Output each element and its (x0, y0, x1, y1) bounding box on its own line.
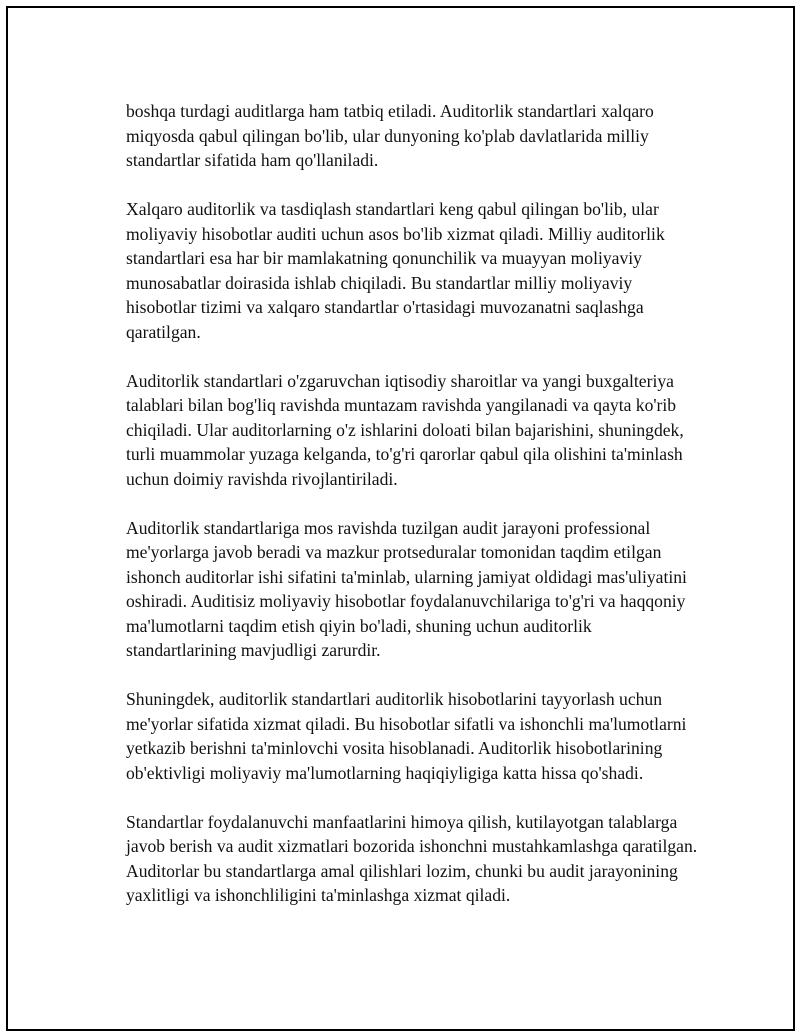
paragraph: boshqa turdagi auditlarga ham tatbiq etiladi. Auditorlik standartlari xalqaro miqyosda qabul qilingan bo'lib, ular dunyoning ko'plab davlatlarida milliy standartlar sifatida ham qo'llaniladi. (126, 101, 654, 170)
paragraph: Shuningdek, auditorlik standartlari auditorlik hisobotlarini tayyorlash uchun me'yorlar sifatida xizmat qiladi. Bu hisobotlar sifatli va ishonchli ma'lumotlarni yetkazib berishni ta'minlovchi vosita hisoblanadi. Auditorlik hisobotlarining ob'ektivligi moliyaviy ma'lumotlarning haqiqiyligiga katta hissa qo'shadi. (126, 689, 687, 783)
document-body (126, 99, 706, 932)
document-page (6, 6, 795, 1031)
paragraph: Xalqaro auditorlik va tasdiqlash standartlari keng qabul qilingan bo'lib, ular moliyaviy hisobotlar auditi uchun asos bo'lib xizmat qiladi. Milliy auditorlik standartlari esa har bir mamlakatning qonunchilik va muayyan moliyaviy munosabatlar doirasida ishlab chiqiladi. Bu standartlar milliy moliyaviy hisobotlar tizimi va xalqaro standartlar o'rtasidagi muvozanatni saqlashga qaratilgan. (126, 199, 665, 342)
paragraph: Auditorlik standartlariga mos ravishda tuzilgan audit jarayoni professional me'yorlarga javob beradi va mazkur protseduralar tomonidan taqdim etilgan ishonch auditorlar ishi sifatini ta'minlab, ularning jamiyat oldidagi mas'uliyatini oshiradi. Auditisiz moliyaviy hisobotlar foydalanuvchilariga to'g'ri va haqqoniy ma'lumotlarni taqdim etish qiyin bo'ladi, shuning uchun auditorlik standartlarining mavjudligi zarurdir. (126, 517, 687, 660)
paragraph: Standartlar foydalanuvchi manfaatlarini himoya qilish, kutilayotgan talablarga javob berish va audit xizmatlari bozorida ishonchni mustahkamlashga qaratilgan. Auditorlar bu standartlarga amal qilishlari lozim, chunki bu audit jarayonining yaxlitligi va ishonchliligini ta'minlashga xizmat qiladi. (126, 811, 698, 905)
paragraph: Auditorlik standartlari o'zgaruvchan iqtisodiy sharoitlar va yangi buxgalteriya talablari bilan bog'liq ravishda muntazam ravishda yangilanadi va qayta ko'rib chiqiladi. Ular auditorlarning o'z ishlarini doloati bilan bajarishini, shuningdek, turli muammolar yuzaga kelganda, to'g'ri qarorlar qabul qila olishini ta'minlash uchun doimiy ravishda rivojlantiriladi. (126, 370, 684, 489)
